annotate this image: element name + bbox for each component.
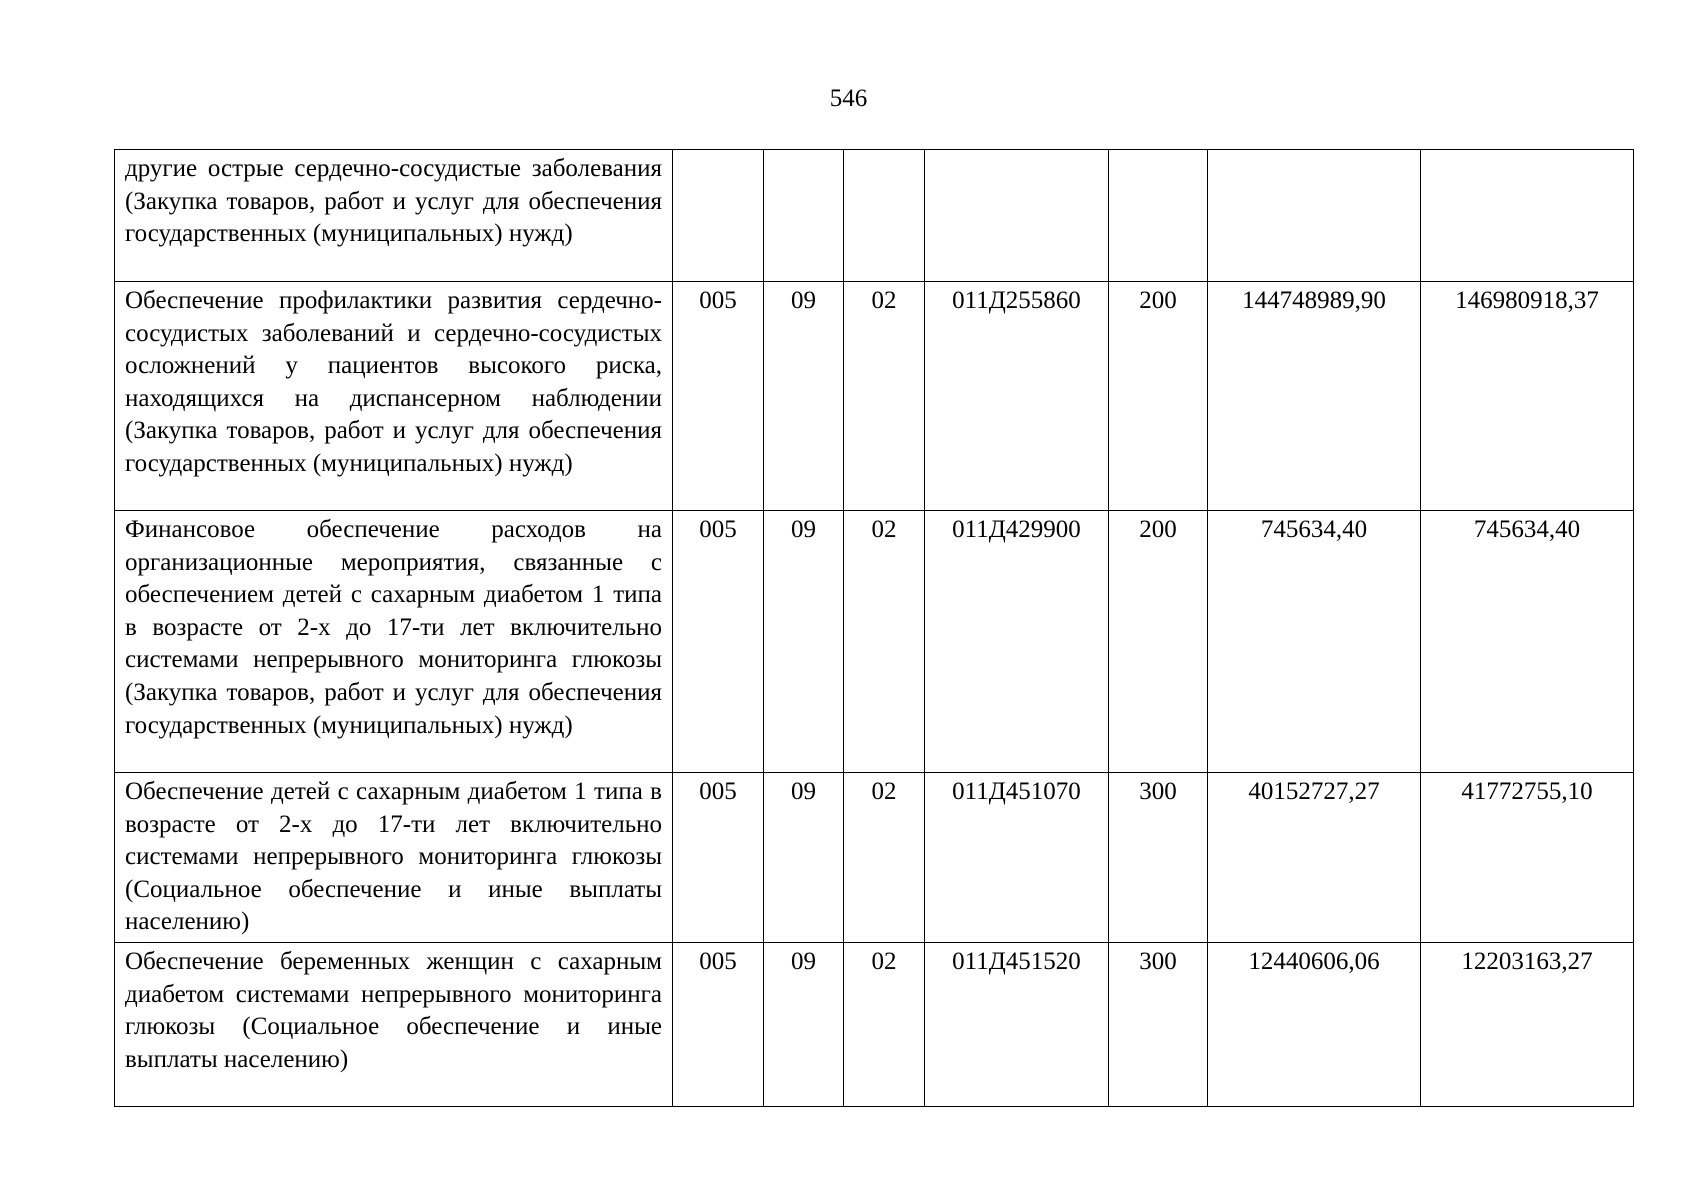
row-description: Обеспечение профилактики развития сердечно-сосудистых заболеваний и сердечно-сосудистых осложнений у пациентов высокого риска, находящихся на диспансерном наблюдении (Закупка товаров, работ и услуг для обеспечения государственных (муниципальных) нужд) xyxy=(115,282,673,511)
ministry-code: 005 xyxy=(673,511,764,773)
amount-year-2: 41772755,10 xyxy=(1421,773,1634,943)
amount-year-2: 12203163,27 xyxy=(1421,942,1634,1106)
ministry-code: 005 xyxy=(673,942,764,1106)
amount-year-2: 745634,40 xyxy=(1421,511,1634,773)
table-row xyxy=(115,511,1634,773)
section-code: 09 xyxy=(764,511,844,773)
target-article-code: 011Д255860 xyxy=(925,282,1109,511)
table-row xyxy=(115,150,1634,282)
expense-type-code: 300 xyxy=(1109,773,1208,943)
section-code xyxy=(764,150,844,282)
row-description: Обеспечение беременных женщин с сахарным диабетом системами непрерывного мониторинга глюкозы (Социальное обеспечение и иные выплаты населению) xyxy=(115,942,673,1106)
subsection-code: 02 xyxy=(844,942,925,1106)
target-article-code xyxy=(925,150,1109,282)
section-code: 09 xyxy=(764,282,844,511)
page-number-text: 546 xyxy=(829,85,868,112)
ministry-code: 005 xyxy=(673,282,764,511)
table-row xyxy=(115,942,1634,1106)
expense-type-code: 200 xyxy=(1109,282,1208,511)
expense-type-code xyxy=(1109,150,1208,282)
amount-year-1: 12440606,06 xyxy=(1208,942,1421,1106)
amount-year-2 xyxy=(1421,150,1634,282)
amount-year-2: 146980918,37 xyxy=(1421,282,1634,511)
target-article-code: 011Д429900 xyxy=(925,511,1109,773)
row-description: Финансовое обеспечение расходов на организационные мероприятия, связанные с обеспечением детей с сахарным диабетом 1 типа в возрасте от 2-х до 17-ти лет включительно системами непрерывного мониторинга глюкозы (Закупка товаров, работ и услуг для обеспечения государственных (муниципальных) нужд) xyxy=(115,511,673,773)
target-article-code: 011Д451520 xyxy=(925,942,1109,1106)
expense-type-code: 300 xyxy=(1109,942,1208,1106)
subsection-code xyxy=(844,150,925,282)
target-article-code: 011Д451070 xyxy=(925,773,1109,943)
subsection-code: 02 xyxy=(844,511,925,773)
section-code: 09 xyxy=(764,942,844,1106)
amount-year-1: 144748989,90 xyxy=(1208,282,1421,511)
row-description: другие острые сердечно-сосудистые заболевания (Закупка товаров, работ и услуг для обеспечения государственных (муниципальных) нужд) xyxy=(115,150,673,282)
table-row xyxy=(115,773,1634,943)
table-row xyxy=(115,282,1634,511)
ministry-code: 005 xyxy=(673,773,764,943)
row-description: Обеспечение детей с сахарным диабетом 1 типа в возрасте от 2-х до 17-ти лет включительно системами непрерывного мониторинга глюкозы (Социальное обеспечение и иные выплаты населению) xyxy=(115,773,673,943)
subsection-code: 02 xyxy=(844,282,925,511)
section-code: 09 xyxy=(764,773,844,943)
budget-table xyxy=(114,149,1634,1107)
ministry-code xyxy=(673,150,764,282)
subsection-code: 02 xyxy=(844,773,925,943)
expense-type-code: 200 xyxy=(1109,511,1208,773)
amount-year-1 xyxy=(1208,150,1421,282)
amount-year-1: 745634,40 xyxy=(1208,511,1421,773)
amount-year-1: 40152727,27 xyxy=(1208,773,1421,943)
page-number xyxy=(0,84,1697,114)
